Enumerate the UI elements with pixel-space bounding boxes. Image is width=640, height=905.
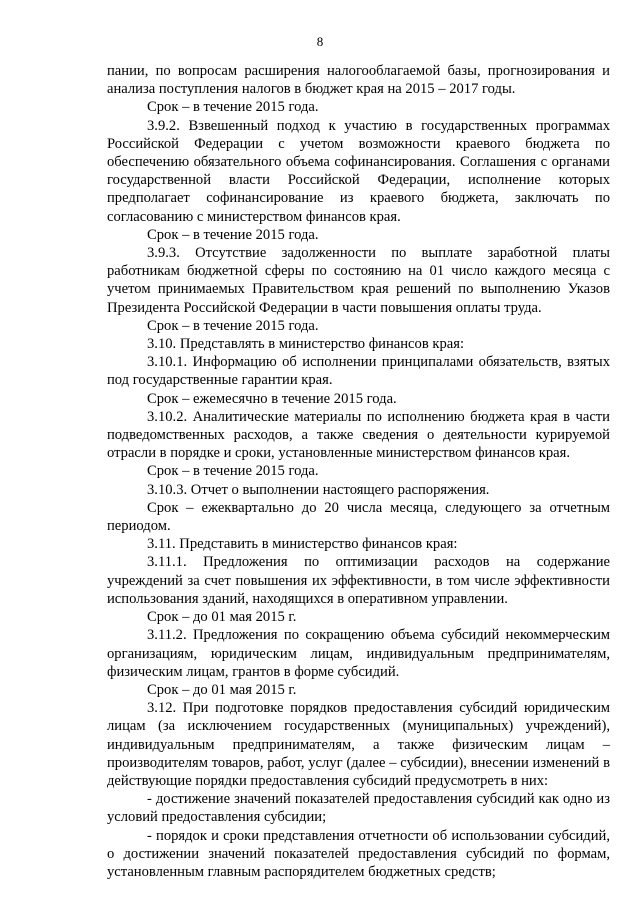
list-item: - достижение значений показателей предоставления субсидий как одно из условий предоставления субсидии;	[107, 791, 610, 826]
paragraph: 3.10.2. Аналитические материалы по исполнению бюджета края в части подведомственных расходов, а также сведения о деятельности курируемой отрасли в порядке и сроки, установленные министерством финансов края.	[107, 408, 610, 462]
paragraph: 3.12. При подготовке порядков предоставления субсидий юридическим лицам (за исключением государственных (муниципальных) учреждений), индивидуальным предпринимателям, а также физическим лицам – производителям товаров, работ, услуг (далее – субсидии), внесении изменений в действующие порядки предоставления субсидий предусмотреть в них:	[107, 700, 610, 789]
paragraph: 3.9.3. Отсутствие задолженности по выплате заработной платы работникам бюджетной сферы по состоянию на 01 число каждого месяца с учетом принимаемых Правительством края решений по выполнению Указов Президента Российской Федерации в части повышения оплаты труда.	[107, 245, 610, 316]
paragraph: 3.11.2. Предложения по сокращению объема субсидий некоммерческим организациям, юридическим лицам, индивидуальным предпринимателям, физическим лицам, грантов в форме субсидий.	[107, 627, 610, 680]
list-item: - порядок и сроки представления отчетности об использовании субсидий, о достижении значений показателей предоставления субсидий по формам, установленным главным распорядителем бюджетных средств;	[107, 827, 610, 880]
paragraph: Срок – до 01 мая 2015 г.	[147, 609, 297, 626]
paragraph: 3.10.1. Информацию об исполнении принципалами обязательств, взятых под государственные гарантии края.	[107, 354, 610, 389]
paragraph: 3.10.3. Отчет о выполнении настоящего распоряжения.	[147, 481, 490, 498]
paragraph: 3.10. Представлять в министерство финансов края:	[147, 336, 465, 353]
paragraph: Срок – ежемесячно в течение 2015 года.	[147, 390, 397, 407]
paragraph: 3.11.1. Предложения по оптимизации расходов на содержание учреждений за счет повышения их эффективности, в том числе эффективности использования зданий, находящихся в оперативном управлении.	[107, 554, 610, 607]
document-body	[107, 62, 610, 881]
paragraph: Срок – в течение 2015 года.	[147, 226, 319, 243]
paragraph: 3.9.2. Взвешенный подход к участию в государственных программах Российской Федерации с учетом возможности краевого бюджета по обеспечению обязательного объема софинансирования. Соглашения с органами государственной власти Российской Федерации, исполнение которых предполагает софинансирование из краевого бюджета, заключать по согласованию с министерством финансов края.	[107, 117, 610, 225]
paragraph: 3.11. Представить в министерство финансов края:	[147, 536, 458, 553]
paragraph: Срок – в течение 2015 года.	[147, 99, 319, 116]
paragraph: Срок – ежеквартально до 20 числа месяца, следующего за отчетным периодом.	[107, 499, 610, 535]
page-number: 8	[316, 34, 324, 49]
paragraph: пании, по вопросам расширения налогооблагаемой базы, прогнозирования и анализа поступления налогов в бюджет края на 2015 – 2017 годы.	[107, 63, 610, 98]
paragraph: Срок – до 01 мая 2015 г.	[147, 681, 297, 698]
paragraph: Срок – в течение 2015 года.	[147, 317, 319, 334]
paragraph: Срок – в течение 2015 года.	[147, 463, 319, 480]
